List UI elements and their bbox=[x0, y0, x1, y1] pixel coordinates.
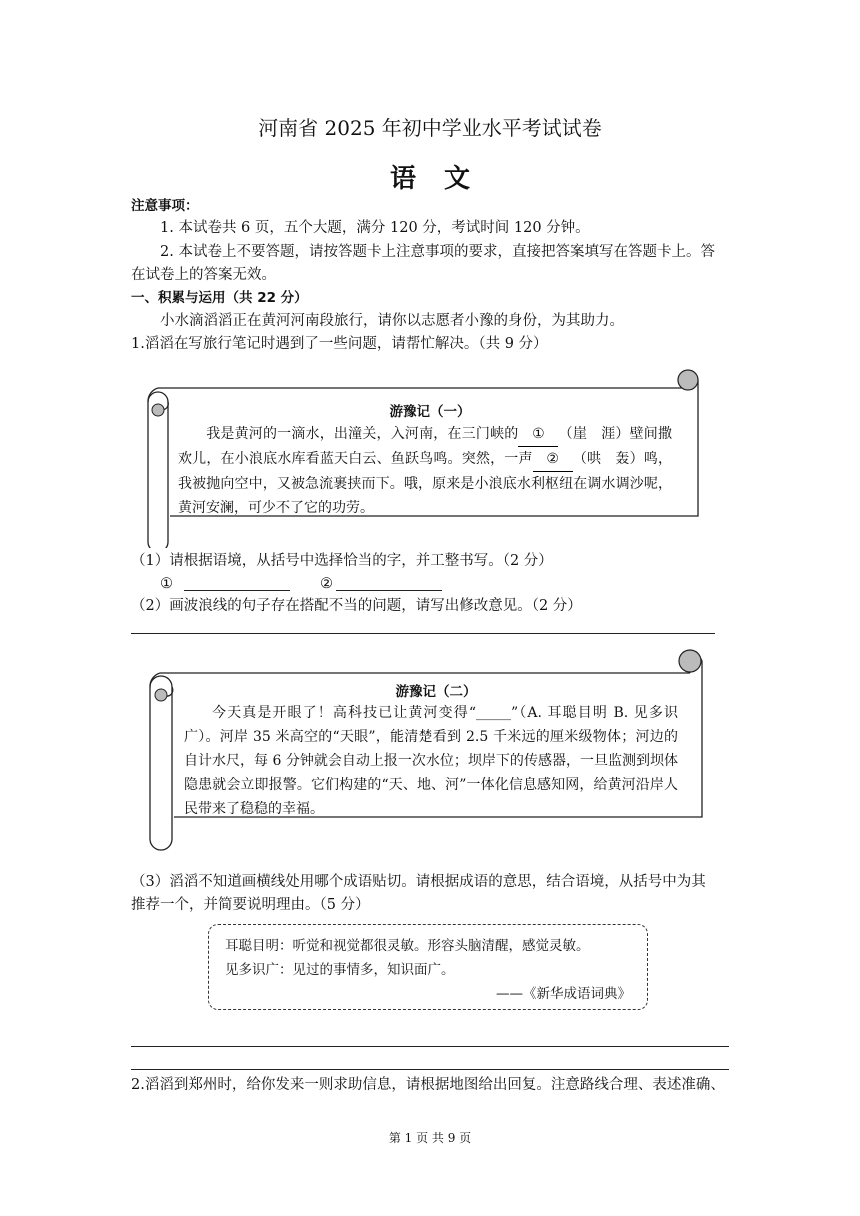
q1-2-stem: （2）画波浪线的句子存在搭配不当的问题，请写出修改意见。（2 分） bbox=[131, 598, 582, 614]
dictionary-source: ——《新华成语词典》 bbox=[496, 986, 631, 1002]
q1-1-label-1: ① bbox=[160, 576, 173, 592]
scroll1-title: 游豫记（一） bbox=[389, 404, 471, 420]
q1-2-answer-line[interactable] bbox=[131, 633, 715, 634]
scroll1-blank-1: ① bbox=[518, 422, 558, 447]
q1-3-stem-1: （3）滔滔不知道画横线处用哪个成语贴切。请根据成语的意思，结合语境，从括号中为其 bbox=[131, 874, 706, 890]
scroll2-body: 今天真是开眼了！高科技已让黄河变得“_____”（A. 耳聪目明 B. 见多识广）。河岸 35 米高空的“天眼”，能清楚看到 2.5 千米远的厘米级物体；河边的自计水尺，每 6 分钟就会自动上报一次水位；坝岸下的传感器，一旦监测到坝体隐患就会立即报警。它们构建的“天、地、河”一体化信息感知网，给黄河沿岸人民带来了稳稳的幸福。 bbox=[184, 705, 678, 817]
scroll1-text-b: （崖 涯）壁间撒欢儿，在小浪底水库看蓝天白云、鱼跃鸟鸣。突然，一声 bbox=[178, 426, 673, 467]
subject-title: 语文 bbox=[389, 164, 498, 194]
section-heading: 一、积累与运用（共 22 分） bbox=[131, 290, 308, 306]
q1-1-answer-line-2[interactable] bbox=[336, 590, 442, 591]
exam-title: 河南省 2025 年初中学业水平考试试卷 bbox=[258, 116, 602, 140]
dictionary-entry-1: 耳聪目明：听觉和视觉都很灵敏。形容头脑清醒，感觉灵敏。 bbox=[225, 938, 590, 954]
scroll2-title: 游豫记（二） bbox=[395, 684, 477, 700]
question-1-stem: 1.滔滔在写旅行笔记时遇到了一些问题，请帮忙解决。（共 9 分） bbox=[131, 336, 548, 352]
scroll1-text-a: 我是黄河的一滴水，出潼关，入河南，在三门峡的 bbox=[206, 426, 519, 442]
q1-3-answer-line-1[interactable] bbox=[131, 1046, 729, 1047]
question-2-stem: 2.滔滔到郑州时，给你发来一则求助信息，请根据地图给出回复。注意路线合理、表述准确、 bbox=[131, 1077, 725, 1093]
q1-3-stem-2: 推荐一个，并简要说明理由。（5 分） bbox=[131, 897, 370, 913]
section-intro: 小水滴滔滔正在黄河河南段旅行，请你以志愿者小豫的身份，为其助力。 bbox=[160, 313, 624, 329]
notes-item-2: 2. 本试卷上不要答题，请按答题卡上注意事项的要求，直接把答案填写在答题卡上。答 bbox=[160, 244, 715, 260]
q1-1-stem: （1）请根据语境，从括号中选择恰当的字，并工整书写。（2 分） bbox=[131, 553, 553, 569]
page-footer: 第 1 页 共 9 页 bbox=[388, 1131, 472, 1145]
notes-item-2-cont: 在试卷上的答案无效。 bbox=[131, 267, 276, 283]
q1-3-answer-line-2[interactable] bbox=[131, 1069, 729, 1070]
scroll1-body bbox=[178, 422, 672, 520]
q1-1-answer-line-1[interactable] bbox=[184, 590, 290, 591]
scroll1-text-c: （哄 轰）鸣，我被抛向空中，又被急流裹挟而下。哦，原来是小浪底水利枢纽在调水调沙呢，黄河安澜，可少不了它的功劳。 bbox=[178, 451, 672, 516]
scroll1-blank-2: ② bbox=[533, 447, 573, 472]
dictionary-entry-2: 见多识广：见过的事情多，知识面广。 bbox=[225, 962, 455, 978]
q1-1-label-2: ② bbox=[320, 576, 333, 592]
dictionary-box bbox=[208, 924, 648, 1010]
notes-label: 注意事项： bbox=[131, 198, 199, 214]
notes-item-1: 1. 本试卷共 6 页，五个大题，满分 120 分，考试时间 120 分钟。 bbox=[160, 220, 590, 236]
